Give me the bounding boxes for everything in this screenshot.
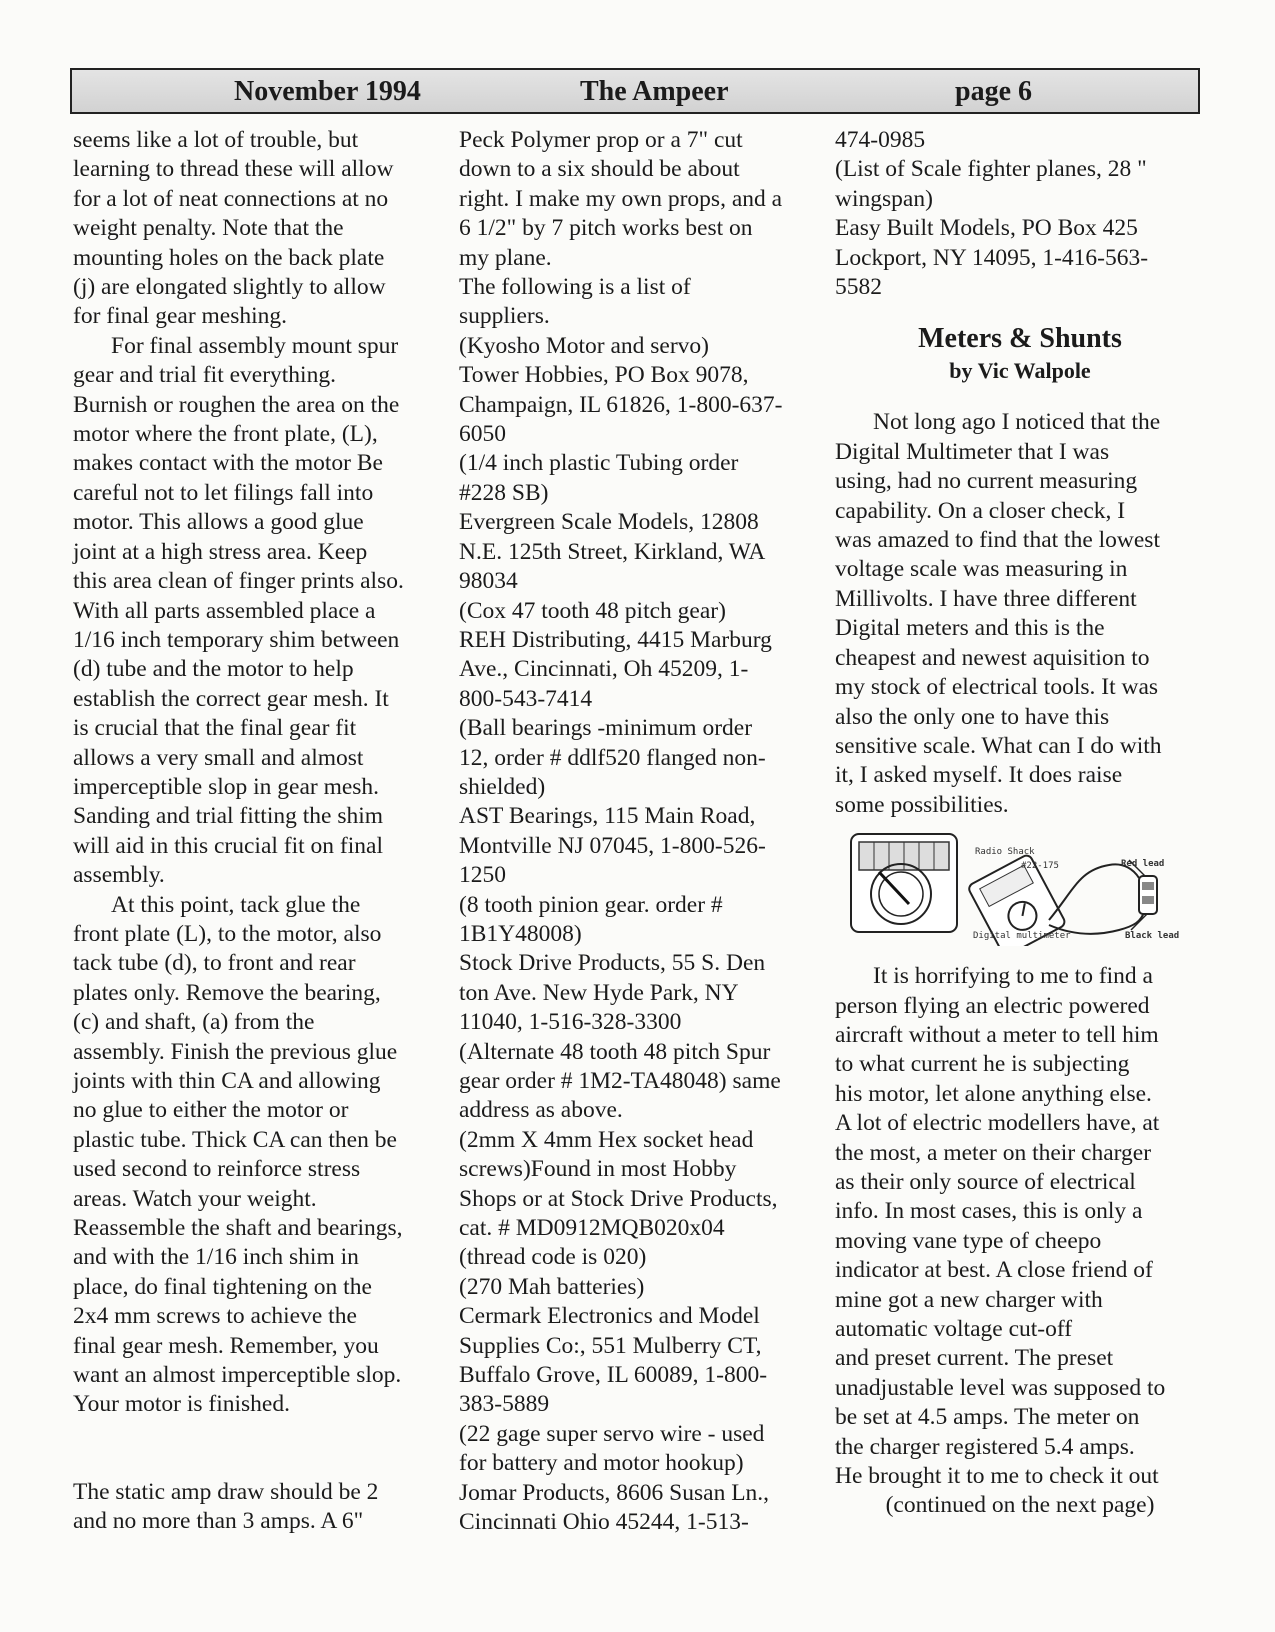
text-line: 5582 [835,274,882,301]
text-line: Stock Drive Products, 55 S. Den [459,950,766,977]
text-line: makes contact with the motor Be [73,450,383,477]
text-line: gear and trial fit everything. [73,362,336,389]
text-line: Sanding and trial fitting the shim [73,803,384,830]
text-line: joint at a high stress area. Keep [73,538,368,565]
article-paragraph-1 [835,408,1205,820]
text-line: shielded) [459,773,546,800]
text-line: AST Bearings, 115 Main Road, [459,803,756,830]
text-line: aircraft without a meter to tell him [835,1021,1159,1048]
text-line: The static amp draw should be 2 [73,1478,379,1505]
text-line: joints with thin CA and allowing [73,1068,381,1094]
text-line: my stock of electrical tools. It was [835,674,1159,701]
text-line: and with the 1/16 inch shim in [73,1244,359,1271]
text-line: the most, a meter on their charger [835,1139,1152,1166]
column-3 [835,126,1205,1521]
text-line: and no more than 3 amps. A 6" [73,1508,364,1535]
text-line: right. I make my own props, and a [459,185,783,212]
text-line: At this point, tack glue the [111,891,361,918]
text-line: plates only. Remove the bearing, [73,979,381,1006]
text-line: no glue to either the motor or [73,1097,349,1124]
supplier-list-continued [835,126,1205,302]
text-line: Reassemble the shaft and bearings, [73,1215,403,1242]
text-line: (1/4 inch plastic Tubing order [459,450,739,477]
figure-label-red-lead: Red lead [1121,859,1165,870]
text-line: will aid in this crucial fit on final [73,832,383,859]
continued-note: (continued on the next page) [885,1492,1155,1519]
text-line: 2x4 mm screws to achieve the [73,1303,357,1330]
text-line: and preset current. The preset [835,1345,1114,1372]
text-line: (Kyosho Motor and servo) [459,332,709,359]
text-line: wingspan) [835,185,933,212]
text-line: down to a six should be about [459,156,740,183]
column-1 [73,126,428,1537]
text-line: suppliers. [459,303,550,330]
text-line: Millivolts. I have three different [835,585,1137,612]
article-byline: by Vic Walpole [949,358,1091,384]
text-line: cheapest and newest aquisition to [835,644,1150,671]
text-line: 474-0985 [835,127,926,153]
text-line: using, had no current measuring [835,468,1138,495]
text-line: be set at 4.5 amps. The meter on [835,1404,1140,1431]
text-line: A lot of electric modellers have, at [835,1110,1160,1137]
text-line: learning to thread these will allow [73,156,394,183]
text-line: place, do final tightening on the [73,1273,372,1300]
text-line: Jomar Products, 8606 Susan Ln., [459,1479,770,1506]
text-line: Evergreen Scale Models, 12808 [459,509,759,536]
text-line: (270 Mah batteries) [459,1273,645,1300]
text-line: some possibilities. [835,791,1009,818]
text-line: his motor, let alone anything else. [835,1080,1152,1107]
column-2 [459,126,814,1538]
text-line: It is horrifying to me to find a [873,963,1153,990]
text-line: Not long ago I noticed that the [873,409,1161,436]
text-line: Burnish or roughen the area on the [73,391,400,418]
text-line: Your motor is finished. [73,1391,290,1418]
text-line: Shops or at Stock Drive Products, [459,1185,778,1212]
text-line: this area clean of finger prints also. [73,568,404,595]
text-line: moving vane type of cheepo [835,1227,1102,1254]
text-line: Tower Hobbies, PO Box 9078, [459,362,749,389]
text-line: address as above. [459,1097,623,1124]
text-line: automatic voltage cut-off [835,1316,1073,1342]
paragraph-3 [73,891,428,1420]
text-line: plastic tube. Thick CA can then be [73,1126,397,1153]
text-line: used second to reinforce stress [73,1156,361,1183]
text-line: Buffalo Grove, IL 60089, 1-800- [459,1362,768,1389]
issue-date: November 1994 [234,76,421,107]
text-line: mounting holes on the back plate [73,244,385,271]
paragraph-2 [73,332,428,891]
text-line: assembly. [73,862,165,889]
text-line: imperceptible slop in gear mesh. [73,773,380,800]
text-line: the charger registered 5.4 amps. [835,1433,1135,1460]
text-line: person flying an electric powered [835,992,1150,1019]
text-line: screws)Found in most Hobby [459,1156,737,1183]
text-line: With all parts assembled place a [73,597,376,624]
text-line: want an almost imperceptible slop. [73,1362,402,1389]
text-line: weight penalty. Note that the [73,215,344,242]
text-line: Lockport, NY 14095, 1-416-563- [835,244,1149,271]
text-line: is crucial that the final gear fit [73,715,357,742]
text-line: #228 SB) [459,479,549,506]
article-title: Meters & Shunts [918,323,1122,355]
text-line: to what current he is subjecting [835,1051,1130,1078]
text-line: my plane. [459,244,552,271]
figure-label-dmm: Digital multimeter [973,931,1071,942]
text-line: cat. # MD0912MQB020x04 [459,1215,725,1242]
text-line: seems like a lot of trouble, but [73,127,359,153]
text-line: (thread code is 020) [459,1244,647,1271]
page-number: page 6 [955,76,1032,107]
text-line: it, I asked myself. It does raise [835,762,1123,789]
text-line: capability. On a closer check, I [835,497,1126,524]
text-line: Cermark Electronics and Model [459,1303,760,1330]
text-line: (2mm X 4mm Hex socket head [459,1126,754,1153]
text-line: Supplies Co:, 551 Mulberry CT, [459,1332,762,1359]
supplier-list [459,126,814,1538]
text-line: ton Ave. New Hyde Park, NY [459,979,739,1006]
text-line: Cincinnati Ohio 45244, 1-513- [459,1509,749,1536]
text-line: (d) tube and the motor to help [73,656,354,683]
text-line: (Ball bearings -minimum order [459,715,753,742]
text-line: He brought it to me to check it out [835,1463,1159,1490]
text-line: for final gear meshing. [73,303,288,330]
text-line: careful not to let filings fall into [73,479,374,506]
text-line: (j) are elongated slightly to allow [73,274,386,301]
text-line: Montville NJ 07045, 1-800-526- [459,832,766,859]
text-line: Digital Multimeter that I was [835,438,1110,465]
paragraph-gap [73,1420,428,1478]
text-line: unadjustable level was supposed to [835,1374,1166,1401]
text-line: also the only one to have this [835,703,1110,730]
text-line: motor. This allows a good glue [73,509,364,536]
text-line: for battery and motor hookup) [459,1450,744,1477]
article-paragraph-2 [835,962,1205,1491]
text-line: was amazed to find that the lowest [835,527,1160,554]
text-line: N.E. 125th Street, Kirkland, WA [459,538,766,565]
text-line: For final assembly mount spur [111,332,399,359]
text-line: establish the correct gear mesh. It [73,685,389,712]
text-line: motor where the front plate, (L), [73,421,378,448]
text-line: (Cox 47 tooth 48 pitch gear) [459,597,726,624]
figure-label-black-lead: Black lead [1125,931,1180,942]
text-line: front plate (L), to the motor, also [73,920,382,947]
text-line: 1B1Y48008) [459,920,582,947]
text-line: (8 tooth pinion gear. order # [459,891,723,918]
text-line: as their only source of electrical [835,1168,1136,1195]
text-line: 6050 [459,421,506,448]
text-line: Peck Polymer prop or a 7" cut [459,127,743,153]
text-line: 12, order # ddlf520 flanged non- [459,744,766,771]
text-line: sensitive scale. What can I do with [835,732,1162,759]
text-line: voltage scale was measuring in [835,556,1128,583]
text-line: info. In most cases, this is only a [835,1198,1143,1225]
figure-label-model: #22-175 [1021,861,1059,872]
text-line: Ave., Cincinnati, Oh 45209, 1- [459,656,749,683]
text-line: allows a very small and almost [73,744,364,771]
text-line: (22 gage super servo wire - used [459,1420,765,1447]
text-line: The following is a list of [459,274,691,301]
text-line: indicator at best. A close friend of [835,1257,1153,1284]
paragraph-4 [73,1478,428,1537]
text-line: REH Distributing, 4415 Marburg [459,626,772,653]
text-line: mine got a new charger with [835,1286,1103,1313]
newsletter-title: The Ampeer [580,76,729,107]
text-line: tack tube (d), to front and rear [73,950,356,977]
text-line: 1/16 inch temporary shim between [73,626,400,653]
page-header [70,68,1200,114]
text-line: (List of Scale fighter planes, 28 " [835,156,1147,183]
text-line: 11040, 1-516-328-3300 [459,1009,682,1036]
text-line: 800-543-7414 [459,685,593,712]
text-line: 6 1/2" by 7 pitch works best on [459,215,753,242]
text-line: Easy Built Models, PO Box 425 [835,215,1138,242]
text-line: assembly. Finish the previous glue [73,1038,398,1065]
text-line: 1250 [459,862,506,889]
text-line: gear order # 1M2-TA48048) same [459,1068,781,1094]
text-line: (c) and shaft, (a) from the [73,1009,315,1036]
paragraph-1 [73,126,428,332]
text-line: 383-5889 [459,1391,550,1418]
multimeter-figure [849,830,1189,946]
text-line: Digital meters and this is the [835,615,1105,642]
text-line: (Alternate 48 tooth 48 pitch Spur [459,1038,771,1065]
text-line: 98034 [459,568,518,595]
figure-label-brand: Radio Shack [975,847,1035,858]
text-line: Champaign, IL 61826, 1-800-637- [459,391,783,418]
text-line: for a lot of neat connections at no [73,185,389,212]
text-line: areas. Watch your weight. [73,1185,317,1212]
text-line: final gear mesh. Remember, you [73,1332,379,1359]
